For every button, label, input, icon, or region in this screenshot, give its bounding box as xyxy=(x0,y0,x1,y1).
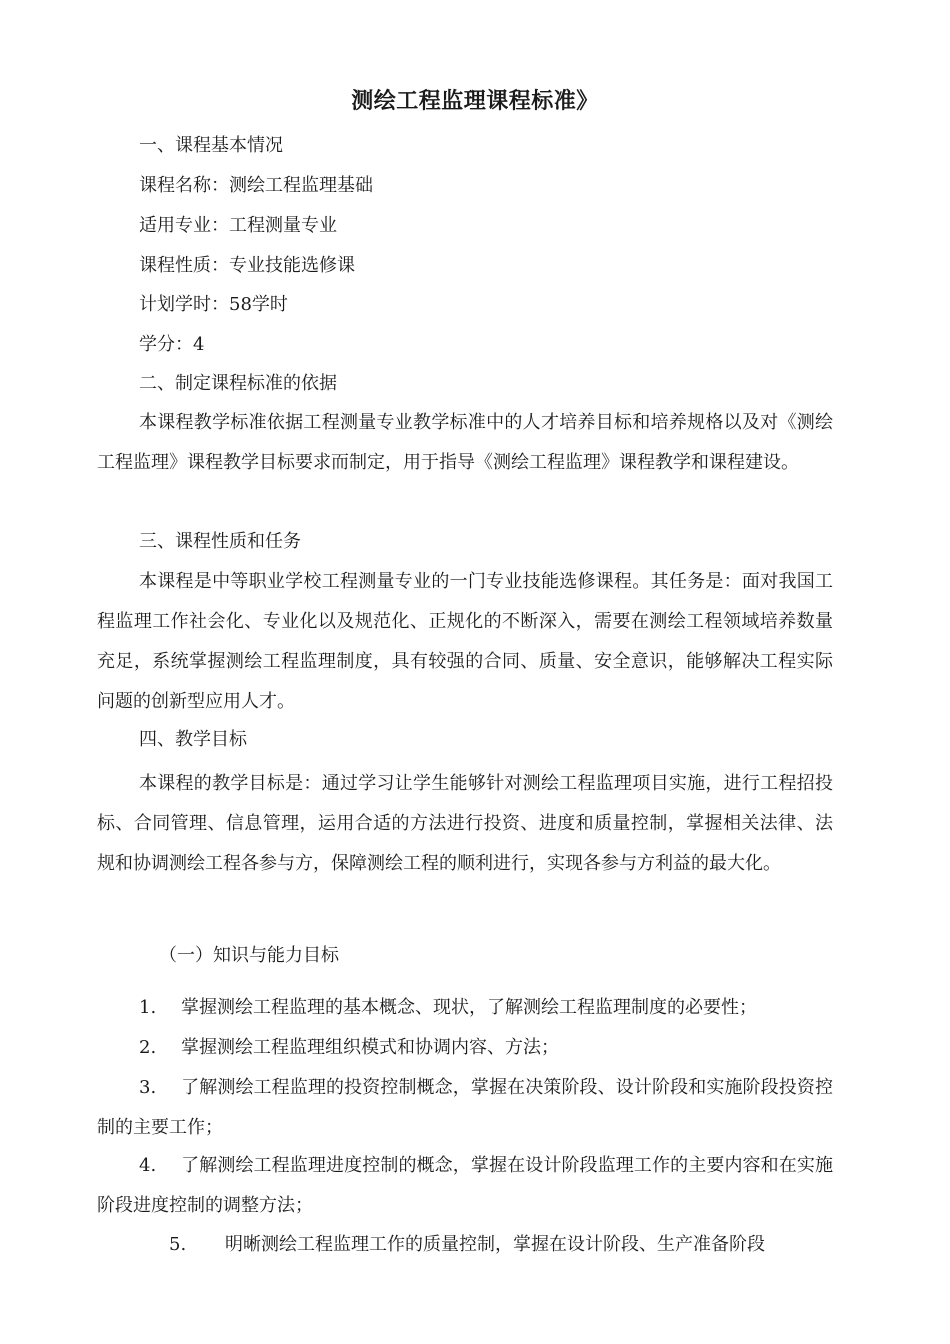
course-name: 课程名称：测绘工程监理基础 xyxy=(139,175,373,196)
list-item-number: 2. xyxy=(139,1037,157,1058)
section3-heading: 三、课程性质和任务 xyxy=(139,531,301,552)
credits: 学分：4 xyxy=(139,334,205,355)
section3-paragraph: 本课程是中等职业学校工程测量专业的一门专业技能选修课程。其任务是：面对我国工程监理工作社会化、专业化以及规范化、正规化的不断深入，需要在测绘工程领域培养数量充足，系统掌握测绘工程监理制度，具有较强的合同、质量、安全意识，能够解决工程实际问题的创新型应用人才。 xyxy=(97,571,833,712)
section4-heading: 四、教学目标 xyxy=(139,729,247,750)
section4-paragraph: 本课程的教学目标是：通过学习让学生能够针对测绘工程监理项目实施，进行工程招投标、合同管理、信息管理，运用合适的方法进行投资、进度和质量控制，掌握相关法律、法规和协调测绘工程各参与方，保障测绘工程的顺利进行，实现各参与方利益的最大化。 xyxy=(97,773,833,874)
list-item xyxy=(97,988,833,1028)
list-item-text: 掌握测绘工程监理组织模式和协调内容、方法； xyxy=(181,1037,559,1058)
document-title: 测绘工程监理课程标准》 xyxy=(351,89,599,114)
list-item-text: 掌握测绘工程监理的基本概念、现状，了解测绘工程监理制度的必要性； xyxy=(181,997,757,1018)
list-item-number: 1. xyxy=(139,997,157,1018)
list-item-number: 3. xyxy=(139,1077,157,1098)
section2-paragraph: 本课程教学标准依据工程测量专业教学标准中的人才培养目标和培养规格以及对《测绘工程监理》课程教学目标要求而制定，用于指导《测绘工程监理》课程教学和课程建设。 xyxy=(97,412,833,473)
list-item xyxy=(97,1028,833,1068)
course-nature: 课程性质：专业技能选修课 xyxy=(139,255,355,276)
list-item xyxy=(97,1146,833,1226)
applicable-major: 适用专业：工程测量专业 xyxy=(139,215,337,236)
planned-hours: 计划学时：58学时 xyxy=(139,294,288,315)
list-item-text: 了解测绘工程监理进度控制的概念，掌握在设计阶段监理工作的主要内容和在实施阶段进度控制的调整方法； xyxy=(97,1155,833,1216)
list-item-number: 5. xyxy=(169,1234,187,1255)
list-item-text: 明晰测绘工程监理工作的质量控制，掌握在设计阶段、生产准备阶段 xyxy=(225,1234,765,1255)
list-item-text: 了解测绘工程监理的投资控制概念，掌握在决策阶段、设计阶段和实施阶段投资控制的主要工作； xyxy=(97,1077,833,1138)
section1-heading: 一、课程基本情况 xyxy=(139,135,283,156)
section2-heading: 二、制定课程标准的依据 xyxy=(139,373,337,394)
list-item xyxy=(97,1068,833,1148)
subsection1-heading: （一）知识与能力目标 xyxy=(159,945,339,966)
list-item-number: 4. xyxy=(139,1155,157,1176)
list-item xyxy=(97,1225,833,1265)
